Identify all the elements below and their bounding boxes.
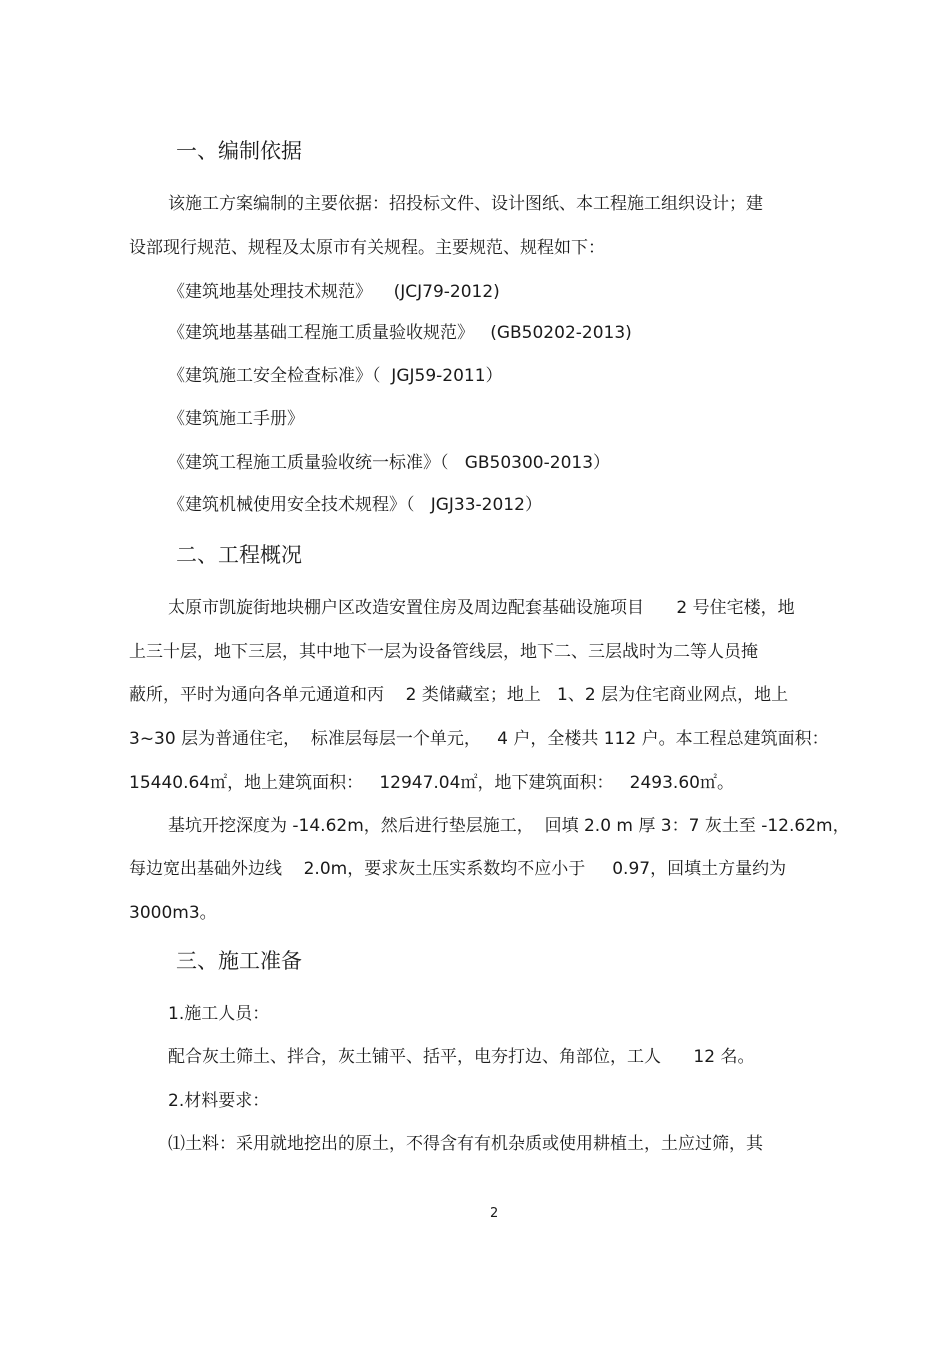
paragraph-line: 设部现行规范、规程及太原市有关规程。主要规范、规程如下： bbox=[129, 238, 605, 258]
section-heading-2: 二、工程概况 bbox=[176, 543, 302, 567]
section-heading-1: 一、编制依据 bbox=[176, 139, 302, 163]
page-number: 2 bbox=[490, 1206, 499, 1221]
paragraph-line: 太原市凯旋街地块棚户区改造安置住房及周边配套基础设施项目 2 号住宅楼，地 bbox=[168, 598, 795, 618]
paragraph-line: ⑴土料：采用就地挖出的原土，不得含有有机杂质或使用耕植土，土应过筛，其 bbox=[168, 1134, 763, 1154]
reference-item: 《建筑地基基础工程施工质量验收规范》 (GB50202-2013) bbox=[168, 323, 632, 343]
subheading: 1.施工人员： bbox=[168, 1004, 270, 1024]
reference-item: 《建筑施工手册》 bbox=[168, 409, 304, 429]
reference-item: 《建筑施工安全检查标准》（ JGJ59-2011） bbox=[168, 366, 503, 386]
paragraph-line: 上三十层，地下三层，其中地下一层为设备管线层，地下二、三层战时为二等人员掩 bbox=[129, 642, 758, 662]
paragraph-line: 3~30 层为普通住宅， 标准层每层一个单元， 4 户，全楼共 112 户。本工程总建筑面积： bbox=[129, 729, 829, 749]
paragraph-line: 该施工方案编制的主要依据：招投标文件、设计图纸、本工程施工组织设计；建 bbox=[168, 194, 763, 214]
paragraph-line: 15440.64㎡，地上建筑面积： 12947.04㎡，地下建筑面积： 2493.60㎡。 bbox=[129, 773, 734, 793]
reference-item: 《建筑地基处理技术规范》 (JCJ79-2012) bbox=[168, 282, 500, 302]
paragraph-line: 基坑开挖深度为 -14.62m，然后进行垫层施工， 回填 2.0 m 厚 3：7 灰土至 -12.62m， bbox=[168, 816, 850, 836]
paragraph-line: 每边宽出基础外边线 2.0m，要求灰土压实系数均不应小于 0.97，回填土方量约为 bbox=[129, 859, 787, 879]
reference-item: 《建筑工程施工质量验收统一标准》（ GB50300-2013） bbox=[168, 453, 611, 473]
paragraph-line: 配合灰土筛土、拌合，灰土铺平、括平，电夯打边、角部位，工人 12 名。 bbox=[168, 1047, 755, 1067]
subheading: 2.材料要求： bbox=[168, 1091, 270, 1111]
paragraph-line: 蔽所，平时为通向各单元通道和丙 2 类储藏室；地上 1、2 层为住宅商业网点，地上 bbox=[129, 685, 789, 705]
section-heading-3: 三、施工准备 bbox=[176, 949, 302, 973]
paragraph-line: 3000m3。 bbox=[129, 903, 217, 923]
reference-item: 《建筑机械使用安全技术规程》（ JGJ33-2012） bbox=[168, 495, 542, 515]
